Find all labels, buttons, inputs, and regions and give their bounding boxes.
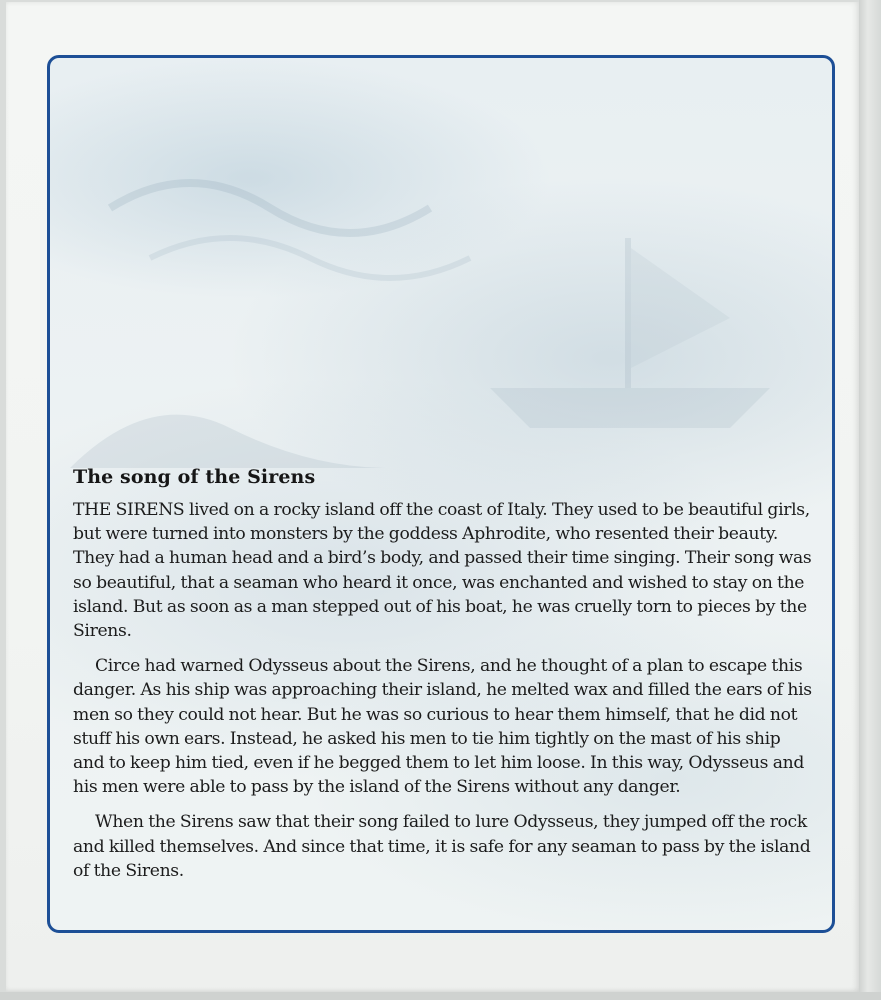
article <box>73 466 815 894</box>
background-illustration <box>70 168 810 488</box>
page-edge <box>859 0 881 1000</box>
page-bottom-edge <box>0 992 881 1000</box>
ship-mast <box>625 238 631 388</box>
article-paragraph-3: When the Sirens saw that their song failed to lure Odysseus, they jumped off the rock and killed themselves. And since that time, it is safe for any seaman to pass by the island of the Sirens. <box>73 812 811 881</box>
ship-sail <box>631 248 730 368</box>
text-frame <box>47 55 835 933</box>
article-heading: The song of the Sirens <box>73 466 316 488</box>
ship-hull <box>490 388 770 428</box>
article-paragraph-1: THE SIRENS lived on a rocky island off the coast of Italy. They used to be beautiful girls, but were turned into monsters by the goddess Aphrodite, who resented their beauty. They had a human head and a bird’s body, and passed their time singing. Their song was so beautiful, that a seaman who heard it once, was enchanted and wished to stay on the island. But as soon as a man stepped out of his boat, he was cruelly torn to pieces by the Sirens. <box>73 500 812 642</box>
article-paragraph-2: Circe had warned Odysseus about the Sirens, and he thought of a plan to escape this danger. As his ship was approaching their island, he melted wax and filled the ears of his men so they could not hear. But he was so curious to hear them himself, that he did not stuff his own ears. Instead, he asked his men to tie him tightly on the mast of his ship and to keep him tied, even if he begged them to let him loose. In this way, Odysseus and his men were able to pass by the island of the Sirens without any danger. <box>73 656 812 798</box>
wave-swirl <box>110 183 430 233</box>
rock <box>70 415 390 468</box>
wave-swirl <box>150 238 470 278</box>
